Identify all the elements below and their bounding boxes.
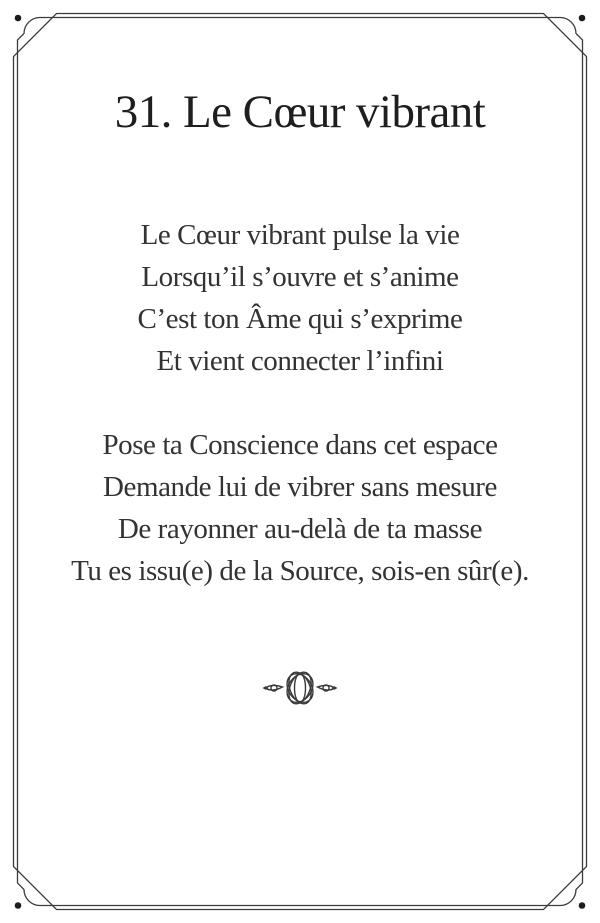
- poem-line: Pose ta Conscience dans cet espace: [102, 429, 498, 461]
- knot-flourish-ornament-icon: [261, 668, 339, 708]
- poem-line: C’est ton Âme qui s’exprime: [137, 303, 463, 335]
- poem-stanza-2: [0, 424, 600, 592]
- ornament-container: [0, 668, 600, 708]
- chapter-title: 31. Le Cœur vibrant: [114, 86, 486, 138]
- poem-line: Demande lui de vibrer sans mesure: [103, 471, 497, 503]
- poem-line: De rayonner au-delà de ta masse: [117, 513, 483, 545]
- poem-stanza-1: [0, 214, 600, 382]
- poem-line: Tu es issu(e) de la Source, sois-en sûr(e).: [71, 555, 529, 587]
- poem-line: Le Cœur vibrant pulse la vie: [140, 219, 460, 251]
- poem-line: Et vient connecter l’infini: [156, 345, 444, 377]
- poem-line: Lorsqu’il s’ouvre et s’anime: [141, 261, 459, 293]
